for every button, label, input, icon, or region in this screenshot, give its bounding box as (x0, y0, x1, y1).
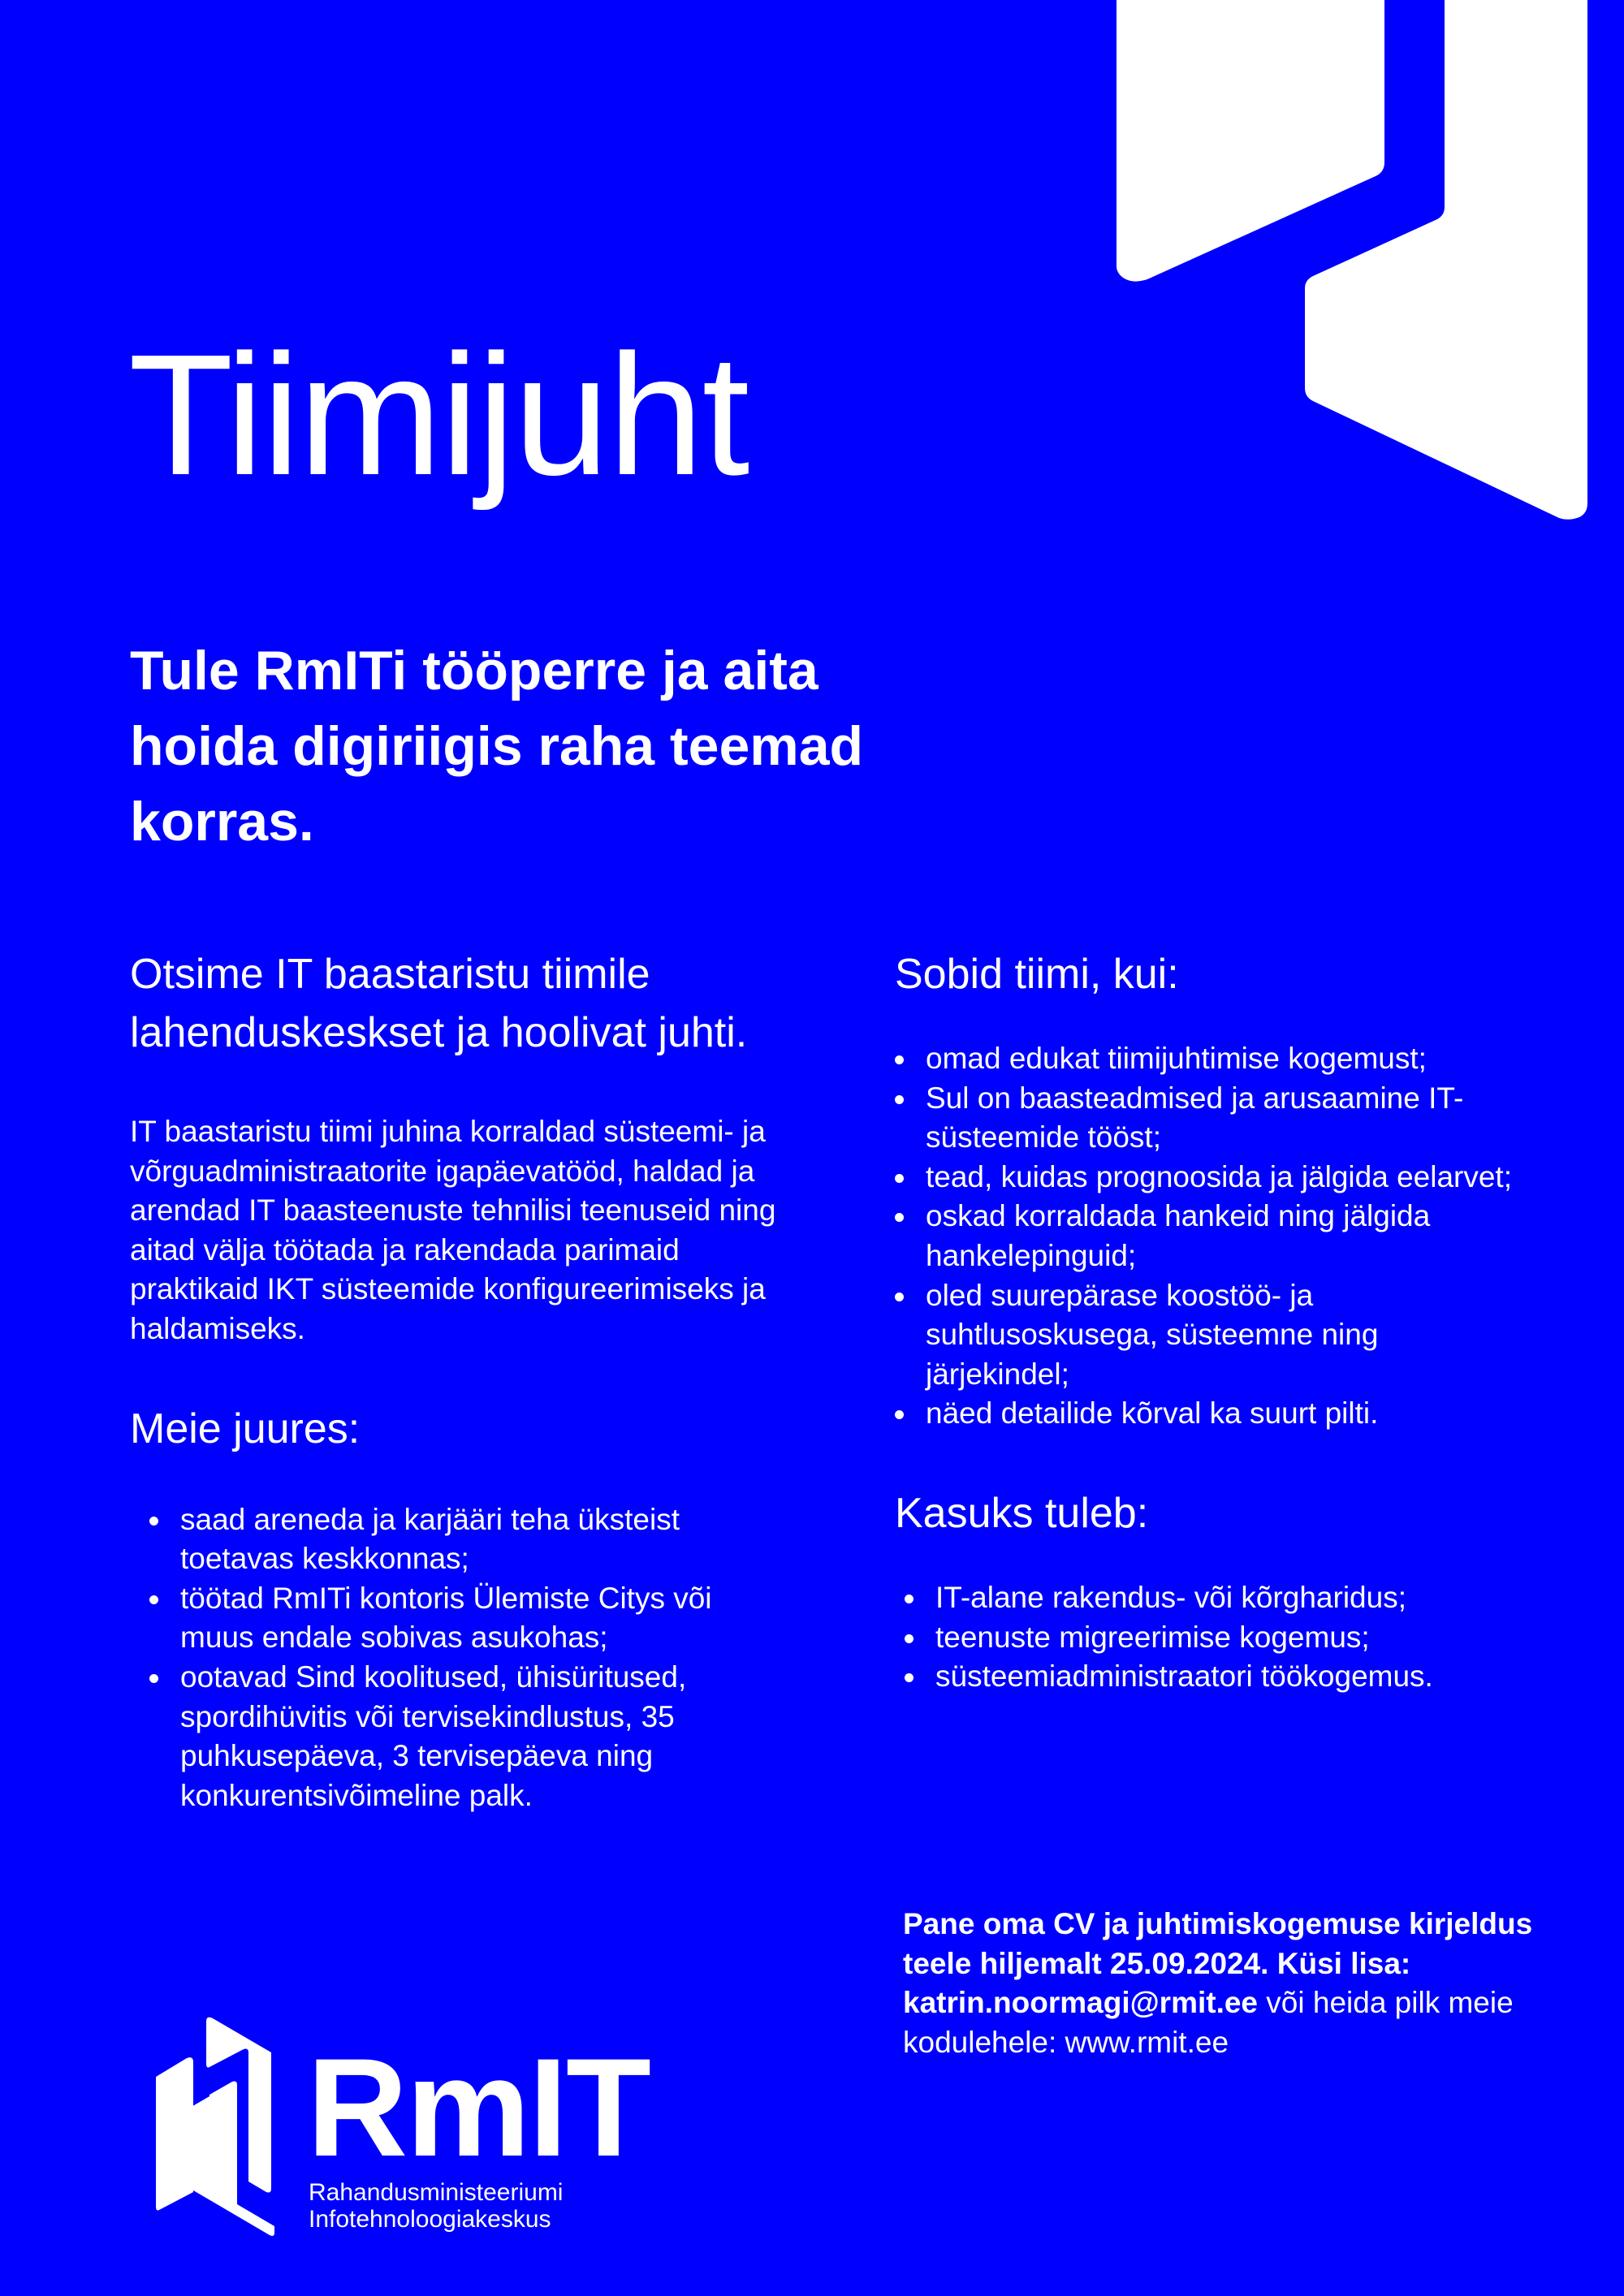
deadline-date: 25.09.2024. (1110, 1946, 1269, 1980)
logo-subtitle (309, 2179, 563, 2233)
logo-subtitle-line1: Rahandusministeeriumi (309, 2179, 564, 2206)
list-item: tead, kuidas prognoosida ja jälgida eelarvet; (895, 1158, 1528, 1198)
logo-subtitle-line2: Infotehnoloogiakeskus (309, 2206, 551, 2233)
bonus-heading: Kasuks tuleb: (895, 1489, 1149, 1537)
offer-heading: Meie juures: (130, 1405, 361, 1452)
list-item: oled suurepärase koostöö- ja suhtlusoskusega, süsteemne ning järjekindel; (895, 1276, 1528, 1395)
application-info (903, 1905, 1553, 2062)
logo-wordmark: RmIT (307, 2030, 650, 2186)
bonus-list (895, 1578, 1538, 1697)
list-item: saad areneda ja karjääri teha üksteist toetavas keskkonnas; (149, 1500, 767, 1579)
list-item: ootavad Sind koolitused, ühisüritused, spordihüvitis või tervisekindlustus, 35 puhkusepäeva, 3 tervisepäeva ning konkurentsivõimeline palk. (149, 1658, 767, 1815)
intro-heading: Otsime IT baastaristu tiimile lahenduskeskset ja hoolivat juhti. (130, 951, 748, 1056)
list-item: Sul on baasteadmised ja arusaamine IT-süsteemide tööst; (895, 1079, 1528, 1158)
contact-prefix: Küsi lisa: (1276, 1946, 1411, 1980)
contact-mid: või heida pilk meie kodulehele: (903, 1986, 1514, 2059)
right-column (895, 945, 1544, 1697)
list-item: teenuste migreerimise kogemus; (905, 1618, 1538, 1658)
fit-heading: Sobid tiimi, kui: (895, 951, 1179, 998)
left-column (130, 945, 796, 1815)
page-title: Tiimijuht (128, 318, 749, 511)
list-item: näed detailide kõrval ka suurt pilti. (895, 1394, 1528, 1434)
list-item: oskad korraldada hankeid ning jälgida hankelepinguid; (895, 1197, 1528, 1275)
list-item: omad edukat tiimijuhtimise kogemust; (895, 1039, 1528, 1079)
offer-list (130, 1500, 767, 1816)
rmit-logo-icon (153, 2013, 274, 2241)
apply-text: Pane oma CV ja juhtimiskogemuse kirjeldus teele hiljemalt (903, 1907, 1533, 1980)
list-item: süsteemiadministraatori töökogemus. (905, 1657, 1538, 1697)
contact-email-link[interactable]: katrin.noormagi@rmit.ee (903, 1986, 1259, 2020)
fit-list (895, 1039, 1528, 1434)
website-link[interactable]: www.rmit.ee (1065, 2025, 1229, 2059)
job-description: IT baastaristu tiimi juhina korraldad süsteemi- ja võrguadministraatorite igapäevatööd, haldad ja arendad IT baasteenuste tehnilisi teenuseid ning aitad välja töötada ja rakendada parimaid praktikaid IKT süsteemide konfigureerimiseks ja haldamiseks. (130, 1115, 776, 1345)
list-item: töötad RmITi kontoris Ülemiste Citys või muus endale sobivas asukohas; (149, 1579, 767, 1658)
page-subtitle: Tule RmITi tööperre ja aita hoida digiriigis raha teemad korras. (130, 640, 864, 852)
list-item: IT-alane rakendus- või kõrgharidus; (905, 1578, 1538, 1618)
